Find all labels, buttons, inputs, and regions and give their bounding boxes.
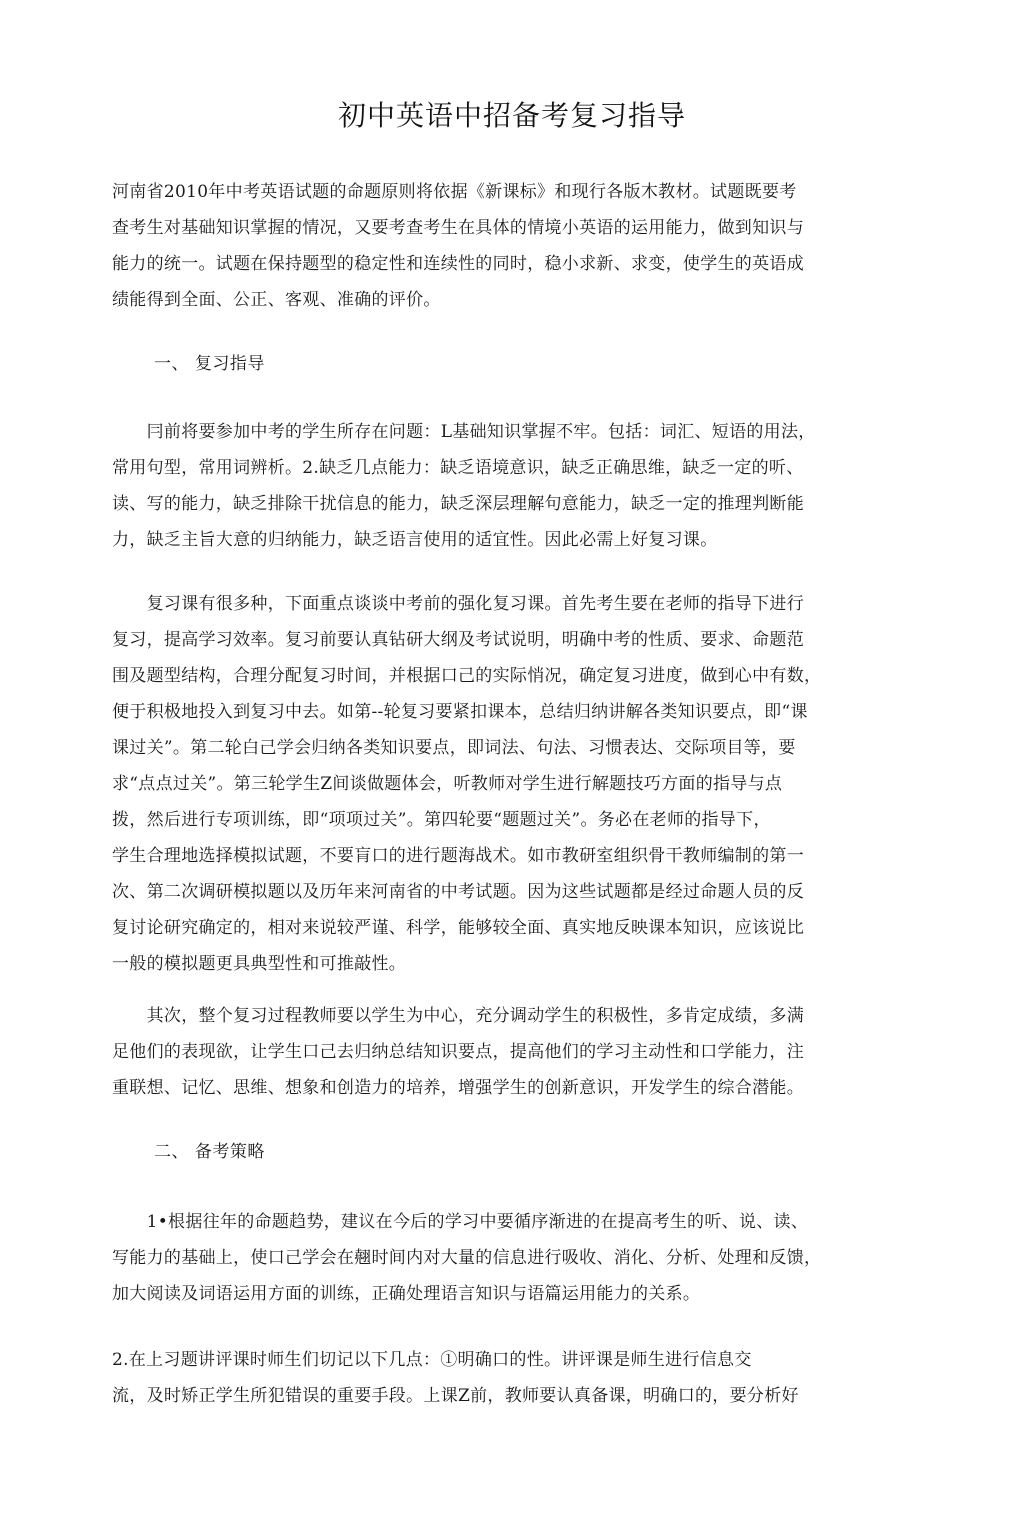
document-title: 初中英语中招备考复习指导 [337,99,686,132]
section-heading-review-guidance: 一、 复习指导 [154,354,265,374]
paragraph-line: 围及题型结构，合理分配复习时间，并根据口己的实际悄况，确定复习进度，做到心中有数， [112,666,822,686]
paragraph-line: 足他们的表现欲，让学生口己去归纳总结知识要点，提高他们的学习主动性和口学能力，注 [112,1042,804,1062]
paragraph-line: 复习，提高学习效率。复习前要认真钻研大纲及考试说明，明确中考的性质、要求、命题范 [112,630,804,650]
paragraph-line: 重联想、记忆、思维、想象和创造力的培养，增强学生的创新意识，开发学生的综合潜能。 [112,1078,804,1098]
paragraph-line: 力，缺乏主旨大意的归纳能力，缺乏语言使用的适宜性。因此必需上好复习课。 [112,530,718,550]
paragraph-review-class [112,586,912,982]
paragraph-line: 次、第二次调研模拟题以及历年来河南省的中考试题。因为这些试题都是经过命题人员的反 [112,882,804,902]
paragraph-line: 便于积极地投入到复习中去。如第--轮复习要紧扣课本，总结归纳讲解各类知识要点，即“课 [112,702,808,722]
paragraph-line: 学生合理地选择模拟试题，不要肓口的进行题海战术。如市教研室组织骨干教师编制的第一 [112,846,804,866]
paragraph-line: 复讨论研究确定的，相对来说较严谨、科学，能够较全面、真实地反映课本知识，应该说比 [112,918,804,938]
paragraph-problems [112,414,912,558]
paragraph-line: 课过关”。第二轮白己学会归纳各类知识要点，即词法、句法、习惯表达、交际项目等，要 [112,738,796,758]
paragraph-line: 冃前将要参加中考的学生所存在问题：L基础知识掌握不牢。包括：词汇、短语的用法， [112,422,816,442]
paragraph-line: 其次，整个复习过程教师要以学生为中心，充分调动学生的积极性，多肯定成绩，多满 [112,1006,804,1026]
paragraph-line: 能力的统一。试题在保持题型的稳定性和连续性的同时，稳小求新、求变，使学生的英语成 [112,254,804,274]
paragraph-line: 流，及时矫正学生所犯错误的重要手段。上课Z前，教师要认真备课，明确口的，要分析好 [112,1386,799,1406]
paragraph-line: 常用句型，常用词辨析。2.缺乏几点能力：缺乏语境意识，缺乏正确思维，缺乏一定的听、 [112,458,804,478]
paragraph-line: 河南省2010年中考英语试题的命题原则将依据《新课标》和现行各版木教材。试题既要考 [112,182,797,202]
paragraph-line: 读、写的能力，缺乏排除干扰信息的能力，缺乏深层理解句意能力，缺乏一定的推理判断能 [112,494,804,514]
paragraph-line: 加大阅读及词语运用方面的训练，正确处理语言知识与语篇运用能力的关系。 [112,1284,701,1304]
paragraph-line: 求“点点过关”。第三轮学生Z间谈做题体会，听教师对学生进行解题技巧方面的指导与点 [112,774,783,794]
paragraph-line: 写能力的基础上，使口己学会在翹时间内对大量的信息进行吸收、消化、分析、处理和反馈， [112,1248,822,1268]
paragraph-line: 绩能得到全面、公正、客观、准确的评价。 [112,290,441,310]
paragraph-student-centered [112,998,912,1106]
intro-paragraph [112,174,912,318]
section-heading-exam-strategy: 二、 备考策略 [154,1142,265,1162]
paragraph-line: 拨，然后进行专项训练，即“项项过关”。第四轮要“题题过关”。务必在老师的指导下， [112,810,771,830]
paragraph-line: 复习课有很多种，下面重点谈谈中考前的强化复习课。首先考生要在老师的指导下进行 [112,594,804,614]
paragraph-line: 2.在上习题讲评课时师生们切记以下几点：①明确口的性。讲评课是师生进行信息交 [112,1350,752,1370]
paragraph-line: 一般的模拟题更具典型性和可推敲性。 [112,954,407,974]
paragraph-line: 1•根据往年的命题趋势，建议在今后的学习中要循序渐进的在提高考生的听、说、读、 [112,1212,809,1232]
paragraph-line: 查考生对基础知识掌握的情况，又要考查考生在具体的情境小英语的运用能力，做到知识与 [112,218,804,238]
paragraph-strategy-2 [112,1342,912,1414]
paragraph-strategy-1 [112,1204,912,1312]
